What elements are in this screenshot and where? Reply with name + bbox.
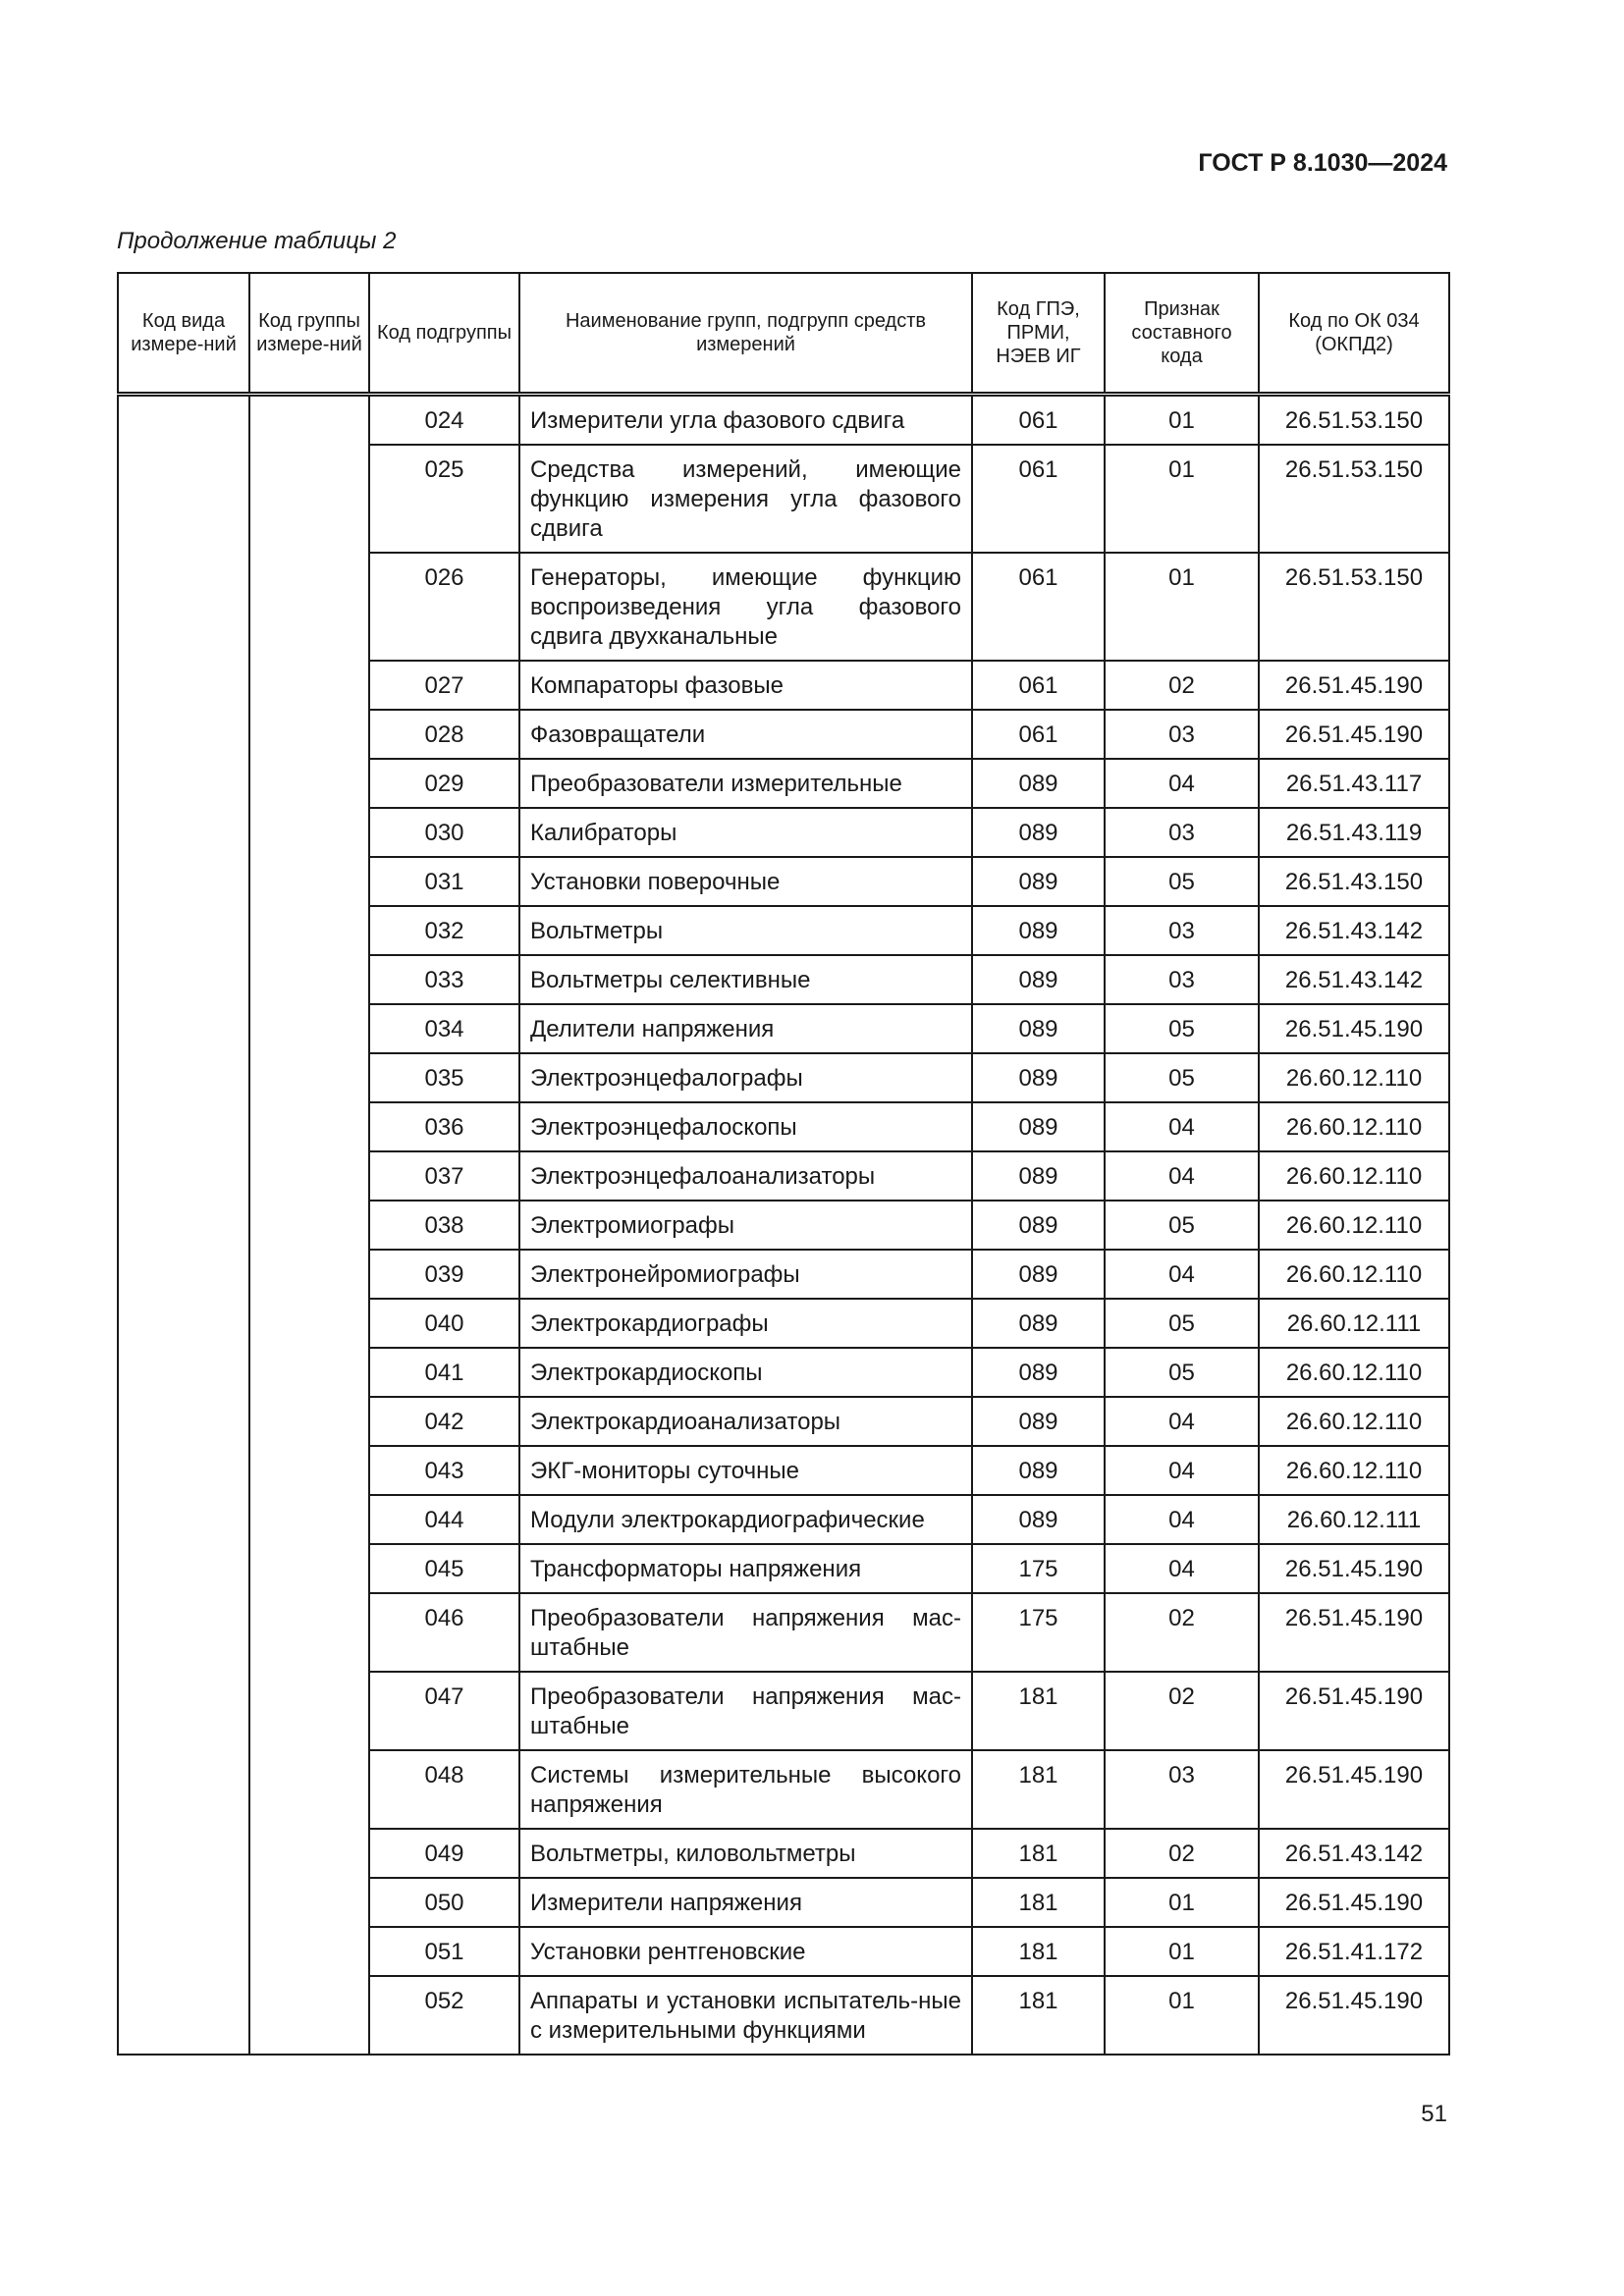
gpe-code-cell: 061 [972, 395, 1105, 446]
measurement-groups-table [117, 272, 1450, 2056]
subgroup-name-cell: Компараторы фазовые [519, 661, 972, 710]
okpd-code-cell: 26.60.12.111 [1259, 1299, 1449, 1348]
subgroup-code-cell: 038 [369, 1201, 519, 1250]
okpd-code-cell: 26.51.45.190 [1259, 1878, 1449, 1927]
subgroup-name-cell: Преобразователи напряжения мас-штабные [519, 1593, 972, 1672]
standard-code: ГОСТ Р 8.1030—2024 [1198, 149, 1447, 177]
okpd-code-cell: 26.51.45.190 [1259, 1593, 1449, 1672]
group-cell [249, 395, 369, 2056]
subgroup-name-cell: Делители напряжения [519, 1004, 972, 1053]
col-header-measurement-type: Код вида измере-ний [118, 273, 249, 395]
subgroup-code-cell: 042 [369, 1397, 519, 1446]
okpd-code-cell: 26.51.45.190 [1259, 710, 1449, 759]
subgroup-name-cell: Электроэнцефалографы [519, 1053, 972, 1102]
gpe-code-cell: 181 [972, 1750, 1105, 1829]
gpe-code-cell: 061 [972, 710, 1105, 759]
subgroup-code-cell: 051 [369, 1927, 519, 1976]
okpd-code-cell: 26.51.41.172 [1259, 1927, 1449, 1976]
okpd-code-cell: 26.51.53.150 [1259, 553, 1449, 661]
subgroup-name-cell: Фазовращатели [519, 710, 972, 759]
gpe-code-cell: 061 [972, 553, 1105, 661]
subgroup-code-cell: 035 [369, 1053, 519, 1102]
composite-sign-cell: 04 [1105, 1250, 1259, 1299]
gpe-code-cell: 181 [972, 1878, 1105, 1927]
subgroup-code-cell: 048 [369, 1750, 519, 1829]
col-header-name: Наименование групп, подгрупп средств измерений [519, 273, 972, 395]
subgroup-name-cell: Электрокардиографы [519, 1299, 972, 1348]
subgroup-name-cell: Вольтметры [519, 906, 972, 955]
gpe-code-cell: 089 [972, 1250, 1105, 1299]
subgroup-name-cell: Электроэнцефалоанализаторы [519, 1151, 972, 1201]
col-header-subgroup-code: Код подгруппы [369, 273, 519, 395]
okpd-code-cell: 26.51.53.150 [1259, 445, 1449, 553]
subgroup-code-cell: 049 [369, 1829, 519, 1878]
composite-sign-cell: 02 [1105, 1829, 1259, 1878]
gpe-code-cell: 089 [972, 1201, 1105, 1250]
col-header-composite-sign: Признак составного кода [1105, 273, 1259, 395]
gpe-code-cell: 089 [972, 1446, 1105, 1495]
okpd-code-cell: 26.51.53.150 [1259, 395, 1449, 446]
subgroup-name-cell: Системы измерительные высокого напряжения [519, 1750, 972, 1829]
subgroup-name-cell: Электромиографы [519, 1201, 972, 1250]
subgroup-code-cell: 025 [369, 445, 519, 553]
subgroup-code-cell: 030 [369, 808, 519, 857]
okpd-code-cell: 26.60.12.110 [1259, 1201, 1449, 1250]
okpd-code-cell: 26.60.12.110 [1259, 1053, 1449, 1102]
subgroup-name-cell: Модули электрокардиографические [519, 1495, 972, 1544]
subgroup-code-cell: 029 [369, 759, 519, 808]
composite-sign-cell: 02 [1105, 661, 1259, 710]
okpd-code-cell: 26.60.12.110 [1259, 1250, 1449, 1299]
type-cell [118, 395, 249, 2056]
subgroup-name-cell: Трансформаторы напряжения [519, 1544, 972, 1593]
subgroup-name-cell: Вольтметры селективные [519, 955, 972, 1004]
composite-sign-cell: 05 [1105, 857, 1259, 906]
composite-sign-cell: 03 [1105, 710, 1259, 759]
gpe-code-cell: 175 [972, 1544, 1105, 1593]
subgroup-code-cell: 044 [369, 1495, 519, 1544]
subgroup-code-cell: 043 [369, 1446, 519, 1495]
subgroup-name-cell: Измерители угла фазового сдвига [519, 395, 972, 446]
gpe-code-cell: 089 [972, 1151, 1105, 1201]
gpe-code-cell: 089 [972, 1299, 1105, 1348]
subgroup-code-cell: 050 [369, 1878, 519, 1927]
subgroup-name-cell: Средства измерений, имеющие функцию измерения угла фазового сдвига [519, 445, 972, 553]
composite-sign-cell: 03 [1105, 808, 1259, 857]
okpd-code-cell: 26.60.12.110 [1259, 1151, 1449, 1201]
okpd-code-cell: 26.51.43.142 [1259, 1829, 1449, 1878]
subgroup-code-cell: 026 [369, 553, 519, 661]
gpe-code-cell: 089 [972, 1348, 1105, 1397]
composite-sign-cell: 05 [1105, 1004, 1259, 1053]
composite-sign-cell: 01 [1105, 553, 1259, 661]
col-header-measurement-group: Код группы измере-ний [249, 273, 369, 395]
okpd-code-cell: 26.60.12.111 [1259, 1495, 1449, 1544]
composite-sign-cell: 05 [1105, 1201, 1259, 1250]
col-header-gpe-code: Код ГПЭ, ПРМИ, НЭЕВ ИГ [972, 273, 1105, 395]
subgroup-code-cell: 028 [369, 710, 519, 759]
gpe-code-cell: 089 [972, 857, 1105, 906]
composite-sign-cell: 01 [1105, 1878, 1259, 1927]
subgroup-name-cell: Измерители напряжения [519, 1878, 972, 1927]
page-number: 51 [1421, 2101, 1447, 2127]
gpe-code-cell: 089 [972, 1053, 1105, 1102]
subgroup-name-cell: Электрокардиоанализаторы [519, 1397, 972, 1446]
subgroup-name-cell: Электронейромиографы [519, 1250, 972, 1299]
gpe-code-cell: 181 [972, 1672, 1105, 1750]
composite-sign-cell: 04 [1105, 1544, 1259, 1593]
okpd-code-cell: 26.51.43.117 [1259, 759, 1449, 808]
composite-sign-cell: 04 [1105, 1446, 1259, 1495]
composite-sign-cell: 04 [1105, 1102, 1259, 1151]
subgroup-name-cell: Генераторы, имеющие функцию воспроизведения угла фазового сдвига двухканальные [519, 553, 972, 661]
okpd-code-cell: 26.60.12.110 [1259, 1397, 1449, 1446]
composite-sign-cell: 04 [1105, 1495, 1259, 1544]
gpe-code-cell: 061 [972, 661, 1105, 710]
okpd-code-cell: 26.51.45.190 [1259, 1750, 1449, 1829]
subgroup-name-cell: Установки поверочные [519, 857, 972, 906]
composite-sign-cell: 01 [1105, 395, 1259, 446]
subgroup-code-cell: 052 [369, 1976, 519, 2055]
okpd-code-cell: 26.51.43.150 [1259, 857, 1449, 906]
okpd-code-cell: 26.51.45.190 [1259, 1004, 1449, 1053]
composite-sign-cell: 01 [1105, 1927, 1259, 1976]
subgroup-name-cell: Вольтметры, киловольтметры [519, 1829, 972, 1878]
okpd-code-cell: 26.51.45.190 [1259, 1544, 1449, 1593]
composite-sign-cell: 02 [1105, 1672, 1259, 1750]
subgroup-code-cell: 047 [369, 1672, 519, 1750]
subgroup-code-cell: 036 [369, 1102, 519, 1151]
composite-sign-cell: 02 [1105, 1593, 1259, 1672]
gpe-code-cell: 181 [972, 1976, 1105, 2055]
gpe-code-cell: 089 [972, 955, 1105, 1004]
gpe-code-cell: 089 [972, 808, 1105, 857]
subgroup-name-cell: Преобразователи измерительные [519, 759, 972, 808]
composite-sign-cell: 05 [1105, 1348, 1259, 1397]
gpe-code-cell: 089 [972, 1102, 1105, 1151]
okpd-code-cell: 26.51.45.190 [1259, 661, 1449, 710]
gpe-code-cell: 181 [972, 1829, 1105, 1878]
gpe-code-cell: 175 [972, 1593, 1105, 1672]
okpd-code-cell: 26.51.43.142 [1259, 955, 1449, 1004]
subgroup-code-cell: 034 [369, 1004, 519, 1053]
gpe-code-cell: 089 [972, 1397, 1105, 1446]
subgroup-name-cell: Калибраторы [519, 808, 972, 857]
subgroup-code-cell: 032 [369, 906, 519, 955]
composite-sign-cell: 03 [1105, 1750, 1259, 1829]
subgroup-code-cell: 040 [369, 1299, 519, 1348]
subgroup-code-cell: 037 [369, 1151, 519, 1201]
gpe-code-cell: 089 [972, 1004, 1105, 1053]
subgroup-code-cell: 031 [369, 857, 519, 906]
composite-sign-cell: 01 [1105, 1976, 1259, 2055]
subgroup-name-cell: Аппараты и установки испытатель-ные с измерительными функциями [519, 1976, 972, 2055]
composite-sign-cell: 05 [1105, 1053, 1259, 1102]
table-header-row [118, 273, 1449, 395]
col-header-okpd-code: Код по ОК 034 (ОКПД2) [1259, 273, 1449, 395]
gpe-code-cell: 181 [972, 1927, 1105, 1976]
subgroup-code-cell: 027 [369, 661, 519, 710]
subgroup-name-cell: ЭКГ-мониторы суточные [519, 1446, 972, 1495]
okpd-code-cell: 26.51.45.190 [1259, 1976, 1449, 2055]
gpe-code-cell: 089 [972, 906, 1105, 955]
subgroup-code-cell: 039 [369, 1250, 519, 1299]
composite-sign-cell: 04 [1105, 759, 1259, 808]
okpd-code-cell: 26.60.12.110 [1259, 1102, 1449, 1151]
composite-sign-cell: 03 [1105, 906, 1259, 955]
subgroup-name-cell: Электроэнцефалоскопы [519, 1102, 972, 1151]
subgroup-code-cell: 033 [369, 955, 519, 1004]
subgroup-name-cell: Преобразователи напряжения мас-штабные [519, 1672, 972, 1750]
gpe-code-cell: 061 [972, 445, 1105, 553]
composite-sign-cell: 03 [1105, 955, 1259, 1004]
okpd-code-cell: 26.51.45.190 [1259, 1672, 1449, 1750]
composite-sign-cell: 04 [1105, 1397, 1259, 1446]
table-row [118, 395, 1449, 446]
gpe-code-cell: 089 [972, 759, 1105, 808]
subgroup-code-cell: 046 [369, 1593, 519, 1672]
subgroup-name-cell: Установки рентгеновские [519, 1927, 972, 1976]
okpd-code-cell: 26.51.43.119 [1259, 808, 1449, 857]
okpd-code-cell: 26.51.43.142 [1259, 906, 1449, 955]
subgroup-name-cell: Электрокардиоскопы [519, 1348, 972, 1397]
subgroup-code-cell: 041 [369, 1348, 519, 1397]
table-caption: Продолжение таблицы 2 [117, 228, 397, 254]
composite-sign-cell: 04 [1105, 1151, 1259, 1201]
gpe-code-cell: 089 [972, 1495, 1105, 1544]
composite-sign-cell: 05 [1105, 1299, 1259, 1348]
subgroup-code-cell: 024 [369, 395, 519, 446]
subgroup-code-cell: 045 [369, 1544, 519, 1593]
composite-sign-cell: 01 [1105, 445, 1259, 553]
okpd-code-cell: 26.60.12.110 [1259, 1446, 1449, 1495]
okpd-code-cell: 26.60.12.110 [1259, 1348, 1449, 1397]
